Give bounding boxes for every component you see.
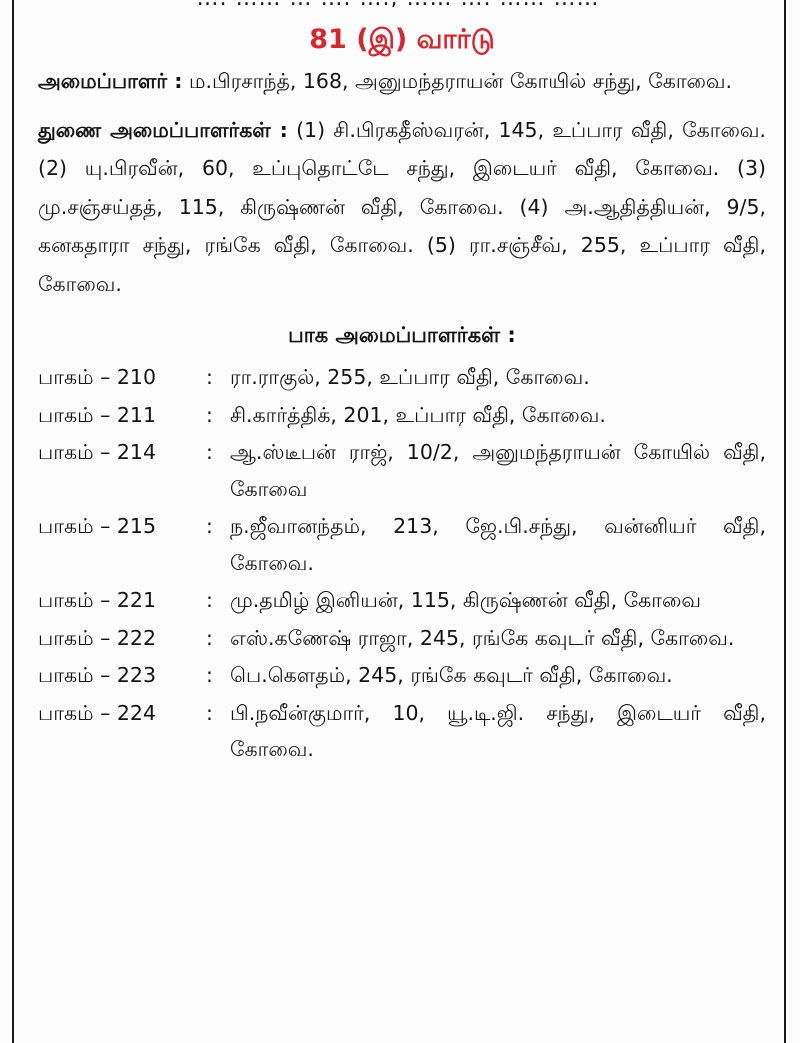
booth-entry: [38, 434, 766, 507]
booth-organizer: சி.கார்த்திக், 201, உப்பார வீதி, கோவை.: [230, 402, 606, 427]
booth-number: பாகம் – 214: [38, 440, 156, 464]
deputy-organizers-label: துணை அமைப்பாளர்கள் :: [38, 117, 288, 142]
booth-number: பாகம் – 224: [38, 700, 156, 725]
booth-entry: [38, 359, 766, 396]
booth-organizer: ந.ஜீவானந்தம், 213, ஜே.பி.சந்து, வன்னியர் வீதி, கோவை.: [230, 514, 766, 575]
booth-entry: [38, 620, 766, 657]
separator: :: [206, 440, 213, 464]
separator: :: [206, 402, 213, 427]
booth-organizers-heading: பாக அமைப்பாளர்கள் :: [288, 323, 516, 347]
booth-organizer: ரா.ராகுல், 255, உப்பார வீதி, கோவை.: [230, 365, 590, 389]
frame-left-rule: [12, 0, 14, 1043]
booth-organizer: ஆ.ஸ்டீபன் ராஜ், 10/2, அனுமந்தராயன் கோயில் வீதி, கோவை: [230, 440, 766, 501]
separator: :: [206, 514, 213, 538]
booth-entry: [38, 508, 766, 581]
booth-organizer: மு.தமிழ் இனியன், 115, கிருஷ்ணன் வீதி, கோவை: [230, 588, 701, 612]
deputy-organizers-paragraph: [38, 111, 766, 304]
booth-entry: [38, 397, 766, 434]
cut-off-top-line: [20, 0, 776, 7]
booth-organizer: பெ.கௌதம், 245, ரங்கே கவுடர் வீதி, கோவை.: [230, 663, 673, 687]
organizer-text: ம.பிரசாந்த், 168, அனுமந்தராயன் கோயில் சந்து, கோவை.: [188, 69, 733, 93]
booth-organizer: பி.நவீன்குமார், 10, யூ.டி.ஜி. சந்து, இடையர் வீதி, கோவை.: [230, 700, 766, 761]
booth-number: பாகம் – 215: [38, 514, 156, 538]
separator: :: [206, 700, 213, 725]
booth-entry: [38, 582, 766, 619]
booth-number: பாகம் – 222: [38, 625, 156, 650]
organizer-label: அமைப்பாளர் :: [38, 69, 183, 93]
separator: :: [206, 365, 213, 389]
separator: :: [206, 625, 213, 650]
booth-number: பாகம் – 211: [38, 402, 156, 427]
booth-entry: [38, 695, 766, 768]
content: [38, 18, 766, 769]
ward-title: 81 (இ) வார்டு: [309, 24, 495, 55]
booth-list: [38, 359, 766, 768]
booth-number: பாகம் – 221: [38, 588, 156, 612]
booth-entry: [38, 657, 766, 694]
separator: :: [206, 588, 213, 612]
frame-right-rule: [784, 0, 786, 1043]
deputy-organizers-text: (1) சி.பிரகதீஸ்வரன், 145, உப்பார வீதி, கோவை. (2) யு.பிரவீன், 60, உப்புதொட்டே சந்து, இடையர் வீதி, கோவை. (3) மு.சஞ்சய்தத், 115, கிருஷ்ணன் வீதி, கோவை. (4) அ.ஆதித்தியன், 9/5, கனகதாரா சந்து, ரங்கே வீதி, கோவை. (5) ரா.சஞ்சீவ், 255, உப்பார வீதி, கோவை.: [38, 117, 766, 296]
booth-number: பாகம் – 210: [38, 365, 156, 389]
booth-number: பாகம் – 223: [38, 663, 156, 687]
organizer-paragraph: [38, 62, 766, 101]
booth-organizer: எஸ்.கணேஷ் ராஜா, 245, ரங்கே கவுடர் வீதி, கோவை.: [230, 625, 735, 650]
separator: :: [206, 663, 213, 687]
